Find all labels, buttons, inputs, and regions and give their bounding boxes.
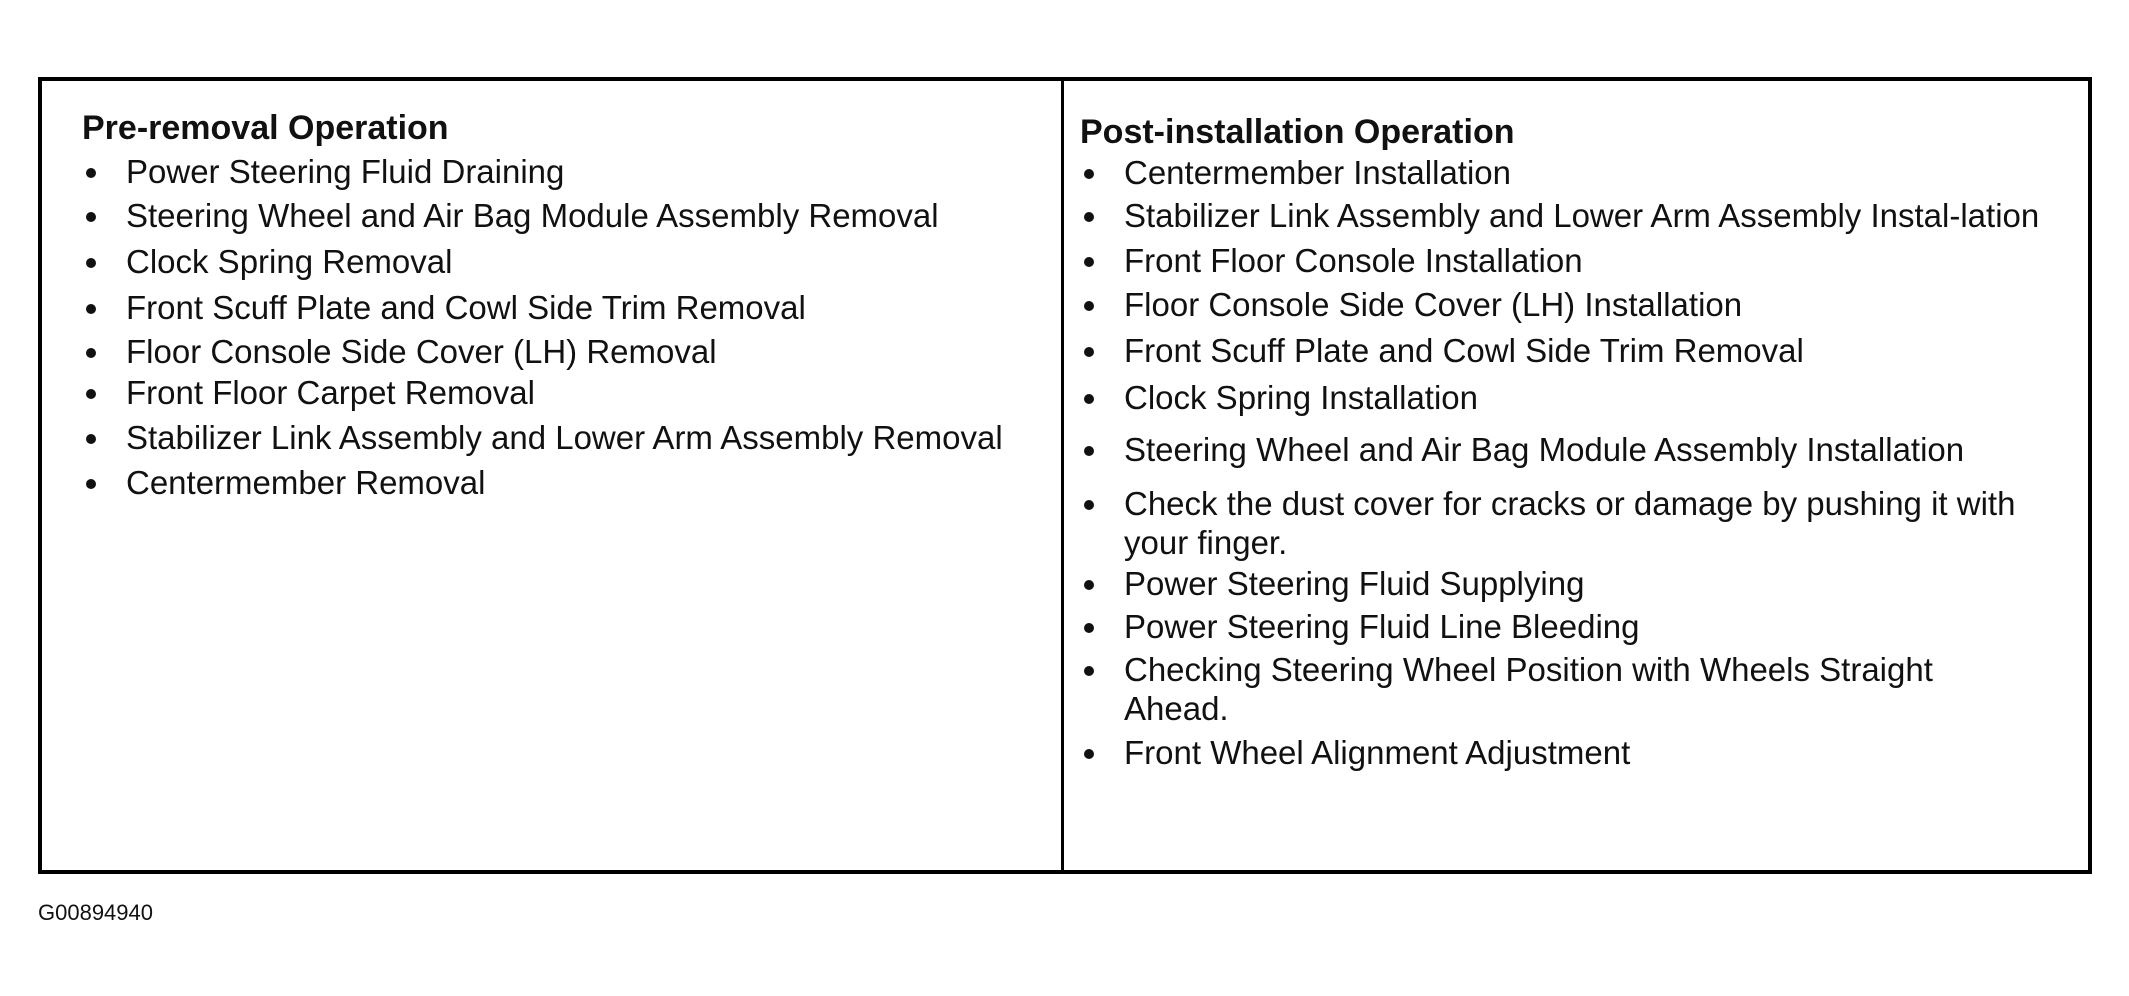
list-item (1080, 153, 2080, 192)
list-item-text: Floor Console Side Cover (LH) Installation (1124, 286, 1743, 323)
list-item-text: Floor Console Side Cover (LH) Removal (126, 333, 717, 370)
bullet-icon (1084, 169, 1094, 179)
bullet-icon (1084, 749, 1094, 759)
bullet-icon (1084, 666, 1094, 676)
list-item-text: Centermember Installation (1124, 154, 1512, 191)
bullet-icon (1084, 446, 1094, 456)
figure-id: G00894940 (38, 900, 153, 925)
list-item-text: Front Wheel Alignment Adjustment (1124, 734, 1631, 771)
bullet-icon (1084, 500, 1094, 510)
list-item (1080, 733, 2080, 772)
pre-removal-column (82, 81, 1057, 502)
list-item-text: Steering Wheel and Air Bag Module Assembly Removal (126, 197, 939, 234)
list-item-text: Front Floor Console Installation (1124, 242, 1583, 279)
list-item-text: Clock Spring Removal (126, 243, 453, 280)
bullet-icon (1084, 212, 1094, 222)
bullet-icon (1084, 347, 1094, 357)
list-item-text: Stabilizer Link Assembly and Lower Arm Assembly Instal-lation (1124, 197, 2040, 234)
post-installation-heading: Post-installation Operation (1080, 113, 1515, 151)
bullet-icon (1084, 257, 1094, 267)
pre-removal-list (82, 152, 1057, 502)
list-item (1080, 607, 2080, 646)
bullet-icon (1084, 394, 1094, 404)
bullet-icon (86, 434, 96, 444)
post-installation-column (1080, 81, 2080, 772)
bullet-icon (86, 212, 96, 222)
bullet-icon (1084, 301, 1094, 311)
bullet-icon (86, 348, 96, 358)
list-item-text: Power Steering Fluid Line Bleeding (1124, 608, 1640, 645)
list-item (82, 196, 1057, 235)
list-item-text: Check the dust cover for cracks or damage by pushing it with your finger. (1124, 485, 2016, 561)
list-item-text: Front Floor Carpet Removal (126, 374, 535, 411)
list-item (1080, 196, 2069, 235)
list-item (82, 288, 1057, 327)
list-item (1080, 430, 2080, 469)
list-item-text: Front Scuff Plate and Cowl Side Trim Removal (1124, 332, 1804, 369)
list-item-text: Power Steering Fluid Draining (126, 153, 565, 190)
bullet-icon (86, 304, 96, 314)
pre-removal-heading: Pre-removal Operation (82, 109, 449, 147)
list-item-text: Checking Steering Wheel Position with Wheels Straight Ahead. (1124, 651, 1933, 727)
list-item-text: Front Scuff Plate and Cowl Side Trim Removal (126, 289, 806, 326)
bullet-icon (86, 168, 96, 178)
list-item (1080, 241, 2080, 280)
list-item (1080, 650, 2044, 728)
list-item (1080, 285, 2080, 324)
list-item (82, 152, 1057, 191)
operations-table (38, 77, 2092, 874)
list-item (82, 463, 1057, 502)
list-item (82, 242, 1057, 281)
list-item-text: Stabilizer Link Assembly and Lower Arm Assembly Removal (126, 419, 1003, 456)
bullet-icon (86, 258, 96, 268)
list-item (82, 373, 1057, 412)
column-divider (1061, 81, 1064, 870)
list-item (82, 418, 1006, 457)
list-item-text: Clock Spring Installation (1124, 379, 1479, 416)
bullet-icon (86, 479, 96, 489)
post-installation-list (1080, 153, 2080, 772)
list-item-text: Centermember Removal (126, 464, 486, 501)
list-item (1080, 378, 2080, 417)
bullet-icon (1084, 580, 1094, 590)
list-item-text: Steering Wheel and Air Bag Module Assembly Installation (1124, 431, 1965, 468)
bullet-icon (1084, 623, 1094, 633)
bullet-icon (86, 389, 96, 399)
list-item (82, 332, 1057, 371)
list-item (1080, 331, 2080, 370)
list-item (1080, 484, 2069, 562)
list-item-text: Power Steering Fluid Supplying (1124, 565, 1585, 602)
list-item (1080, 564, 2080, 603)
